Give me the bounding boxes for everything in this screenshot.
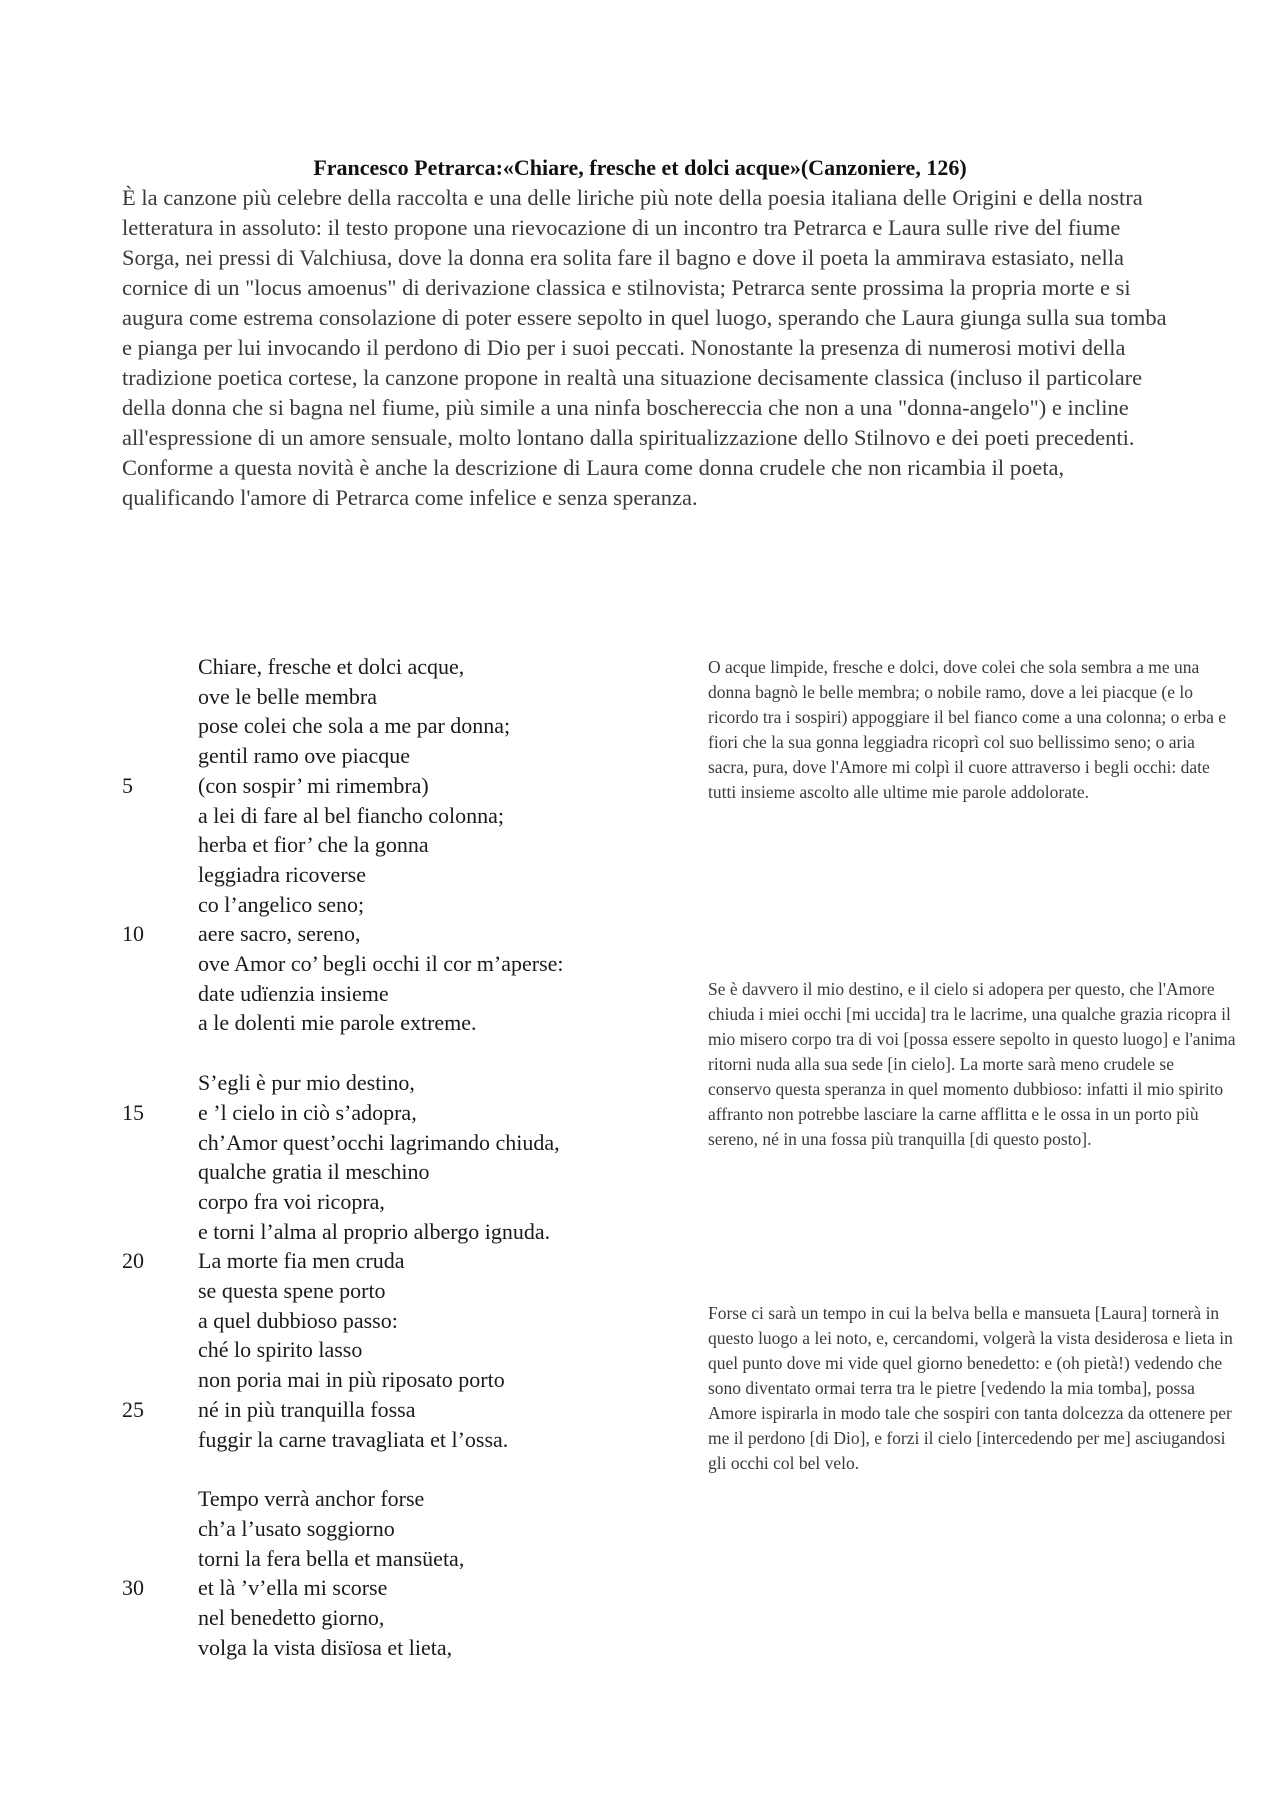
poem-line: [122, 1395, 682, 1425]
line-text: ove le belle membra: [198, 683, 377, 709]
poem-line: [122, 1098, 682, 1128]
line-text: leggiadra ricoverse: [198, 861, 366, 887]
line-text: co l’angelico seno;: [198, 891, 365, 917]
poem-line: [122, 1603, 682, 1633]
line-number: 10: [122, 921, 144, 947]
line-number: 30: [122, 1575, 144, 1601]
poem-stanza-3: [122, 1484, 682, 1662]
poem-stanza-1: [122, 652, 682, 1038]
poem-line: [122, 1246, 682, 1276]
line-text: (con sospir’ mi rimembra): [198, 772, 429, 798]
line-text: qualche gratia il meschino: [198, 1159, 430, 1185]
poem-line: [122, 1306, 682, 1336]
paraphrase-stanza-2: Se è davvero il mio destino, e il cielo si adopera per questo, che l'Amore chiuda i miei occhi [mi uccida] tra le lacrime, una qualche grazia ricopra il mio misero corpo tra di voi [possa essere sepolto in questo luogo] e l'anima ritorni nuda alla sua sede [in cielo]. La morte sarà meno crudele se conservo questa speranza in quel momento dubbioso: infatti il mio spirito affranto non potrebbe lasciare la carne afflitta e le ossa in un porto più sereno, né in una fossa più tranquilla [di questo posto].: [708, 979, 1236, 1149]
line-text: a le dolenti mie parole extreme.: [198, 1010, 477, 1036]
line-text: pose colei che sola a me par donna;: [198, 713, 511, 739]
line-text: e torni l’alma al proprio albergo ignuda.: [198, 1218, 551, 1244]
line-text: Chiare, fresche et dolci acque,: [198, 654, 465, 679]
poem-line: [122, 1008, 682, 1038]
line-text: volga la vista disïosa et lieta,: [198, 1634, 453, 1660]
line-text: né in più tranquilla fossa: [198, 1396, 416, 1422]
poem-line: [122, 771, 682, 801]
line-text: fuggir la carne travagliata et l’ossa.: [198, 1426, 509, 1452]
poem-line: [122, 1544, 682, 1574]
line-text: corpo fra voi ricopra,: [198, 1188, 385, 1214]
poem-line: [122, 890, 682, 920]
line-text: se questa spene porto: [198, 1278, 386, 1304]
poem-line: [122, 1425, 682, 1455]
poem-line: [122, 1187, 682, 1217]
poem-line: [122, 741, 682, 771]
poem-line: [122, 1365, 682, 1395]
poem-line: [122, 1484, 682, 1514]
line-text: Tempo verrà anchor forse: [198, 1486, 425, 1512]
line-text: La morte fia men cruda: [198, 1248, 405, 1274]
poem-stanza-2: [122, 1068, 682, 1454]
line-text: et là ’v’ella mi scorse: [198, 1575, 388, 1601]
line-text: ove Amor co’ begli occhi il cor m’aperse:: [198, 951, 564, 977]
poem-line: [122, 652, 682, 682]
poem-line: [122, 1335, 682, 1365]
line-text: ché lo spirito lasso: [198, 1337, 363, 1363]
paraphrase-stanza-3: Forse ci sarà un tempo in cui la belva bella e mansueta [Laura] tornerà in questo luogo a lei noto, e, cercandomi, volgerà la vista desiderosa e lieta in quel punto dove mi vide quel giorno benedetto: e (oh pietà!) vedendo che sono diventato ormai terra tra le pietre [vedendo la mia tomba], possa Amore ispirarla in modo tale che sospiri con tanta dolcezza da ottenere per me il perdono [di Dio], e forzi il cielo [intercedendo per me] asciugandosi gli occhi col bel velo.: [708, 1303, 1233, 1473]
poem-line: [122, 1157, 682, 1187]
line-text: torni la fera bella et mansüeta,: [198, 1545, 465, 1571]
line-text: ch’Amor quest’occhi lagrimando chiuda,: [198, 1129, 560, 1155]
line-text: S’egli è pur mio destino,: [198, 1070, 415, 1096]
line-text: herba et fior’ che la gonna: [198, 832, 429, 858]
line-number: 15: [122, 1099, 144, 1125]
poem-line: [122, 949, 682, 979]
poem-line: [122, 1128, 682, 1158]
poem-line: [122, 979, 682, 1009]
poem-line: [122, 1633, 682, 1663]
line-text: date udïenzia insieme: [198, 980, 389, 1006]
poem-line: [122, 682, 682, 712]
line-text: nel benedetto giorno,: [198, 1605, 385, 1631]
line-number: 20: [122, 1248, 144, 1274]
poem-line: [122, 919, 682, 949]
line-text: ch’a l’usato soggiorno: [198, 1515, 395, 1541]
page-title: Francesco Petrarca:«Chiare, fresche et dolci acque»(Canzoniere, 126): [313, 155, 967, 180]
poem-line: [122, 830, 682, 860]
poem-line: [122, 860, 682, 890]
poem-line: [122, 1276, 682, 1306]
poem-line: [122, 1068, 682, 1098]
poem-line: [122, 1573, 682, 1603]
line-number: 5: [122, 772, 133, 798]
line-text: non poria mai in più riposato porto: [198, 1367, 505, 1393]
line-number: 25: [122, 1396, 144, 1422]
line-text: a lei di fare al bel fiancho colonna;: [198, 802, 505, 828]
poem-line: [122, 1514, 682, 1544]
line-text: gentil ramo ove piacque: [198, 743, 410, 769]
poem-line: [122, 711, 682, 741]
intro-paragraph: È la canzone più celebre della raccolta e una delle liriche più note della poesia italiana delle Origini e della nostra letteratura in assoluto: il testo propone una rievocazione di un incontro tra Petrarca e Laura sulle rive del fiume Sorga, nei pressi di Valchiusa, dove la donna era solita fare il bagno e dove il poeta la ammirava estasiato, nella cornice di un "locus amoenus" di derivazione classica e stilnovista; Petrarca sente prossima la propria morte e si augura come estrema consolazione di poter essere sepolto in quel luogo, sperando che Laura giunga sulla sua tomba e pianga per lui invocando il perdono di Dio per i suoi peccati. Nonostante la presenza di numerosi motivi della tradizione poetica cortese, la canzone propone in realtà una situazione decisamente classica (incluso il particolare della donna che si bagna nel fiume, più simile a una ninfa boschereccia che non a una "donna-angelo") e incline all'espressione di un amore sensuale, molto lontano dalla spiritualizzazione dello Stilnovo e dei poeti precedenti. Conforme a questa novità è anche la descrizione di Laura come donna crudele che non ricambia il poeta, qualificando l'amore di Petrarca come infelice e senza speranza.: [122, 185, 1167, 510]
poem-line: [122, 1217, 682, 1247]
poem-text: [122, 652, 682, 1693]
paraphrase-stanza-1: O acque limpide, fresche e dolci, dove colei che sola sembra a me una donna bagnò le belle membra; o nobile ramo, dove a lei piacque (e lo ricordo tra i sospiri) appoggiare il bel fianco come a una colonna; o erba e fiori che la sua gonna leggiadra ricoprì col suo bellissimo seno; o aria sacra, pura, dove l'Amore mi colpì il cuore attraverso i begli occhi: date tutti insieme ascolto alle ultime mie parole addolorate.: [708, 657, 1226, 802]
line-text: a quel dubbioso passo:: [198, 1307, 398, 1333]
poem-line: [122, 801, 682, 831]
line-text: aere sacro, sereno,: [198, 921, 361, 947]
line-text: e ’l cielo in ciò s’adopra,: [198, 1099, 417, 1125]
